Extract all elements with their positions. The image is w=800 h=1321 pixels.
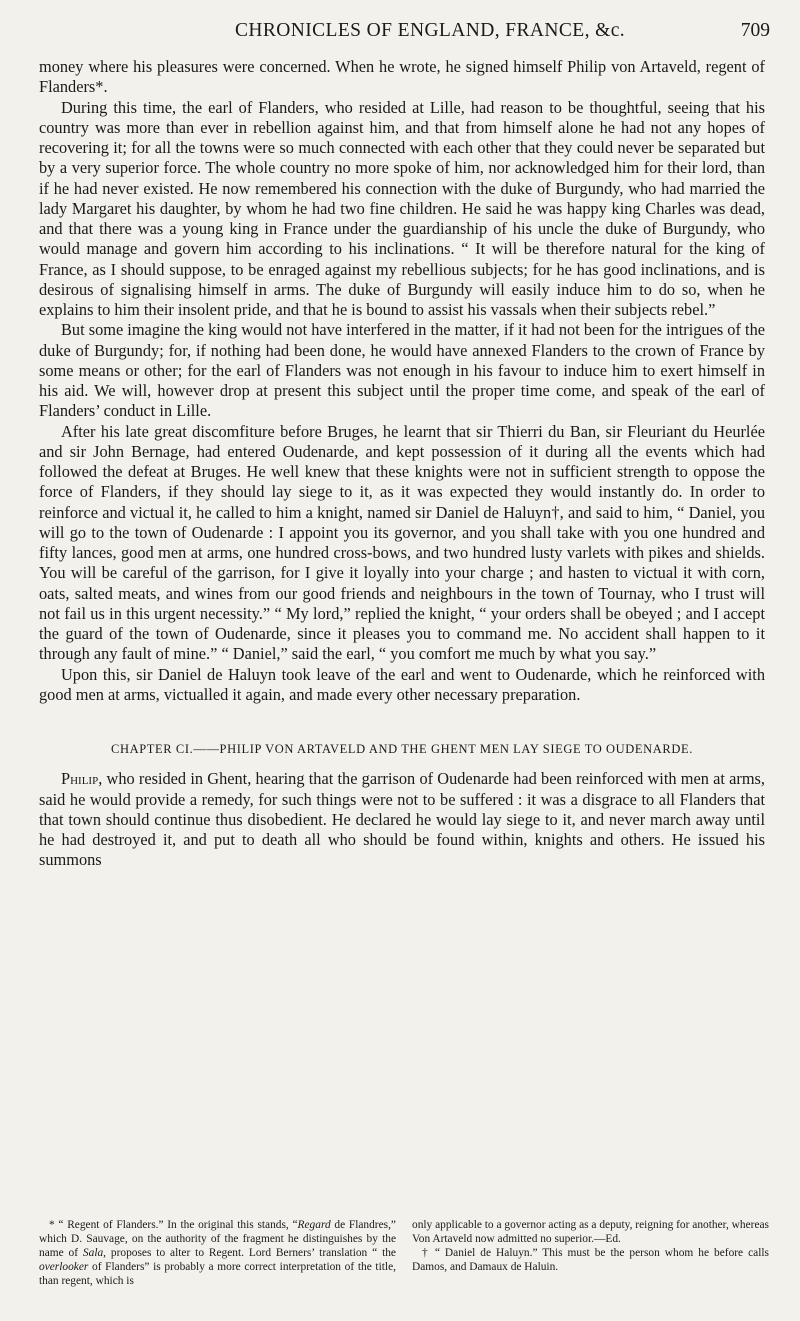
footnote-column-left <box>39 1218 396 1288</box>
paragraph: Upon this, sir Daniel de Haluyn took leave of the earl and went to Oudenarde, which he reinforced with good men at arms, victualled it again, and made every other necessary preparation. <box>39 664 765 704</box>
footnote-haluyn: † “ Daniel de Haluyn.” This must be the person whom he before calls Damos, and Damaux de Haluin. <box>412 1247 769 1274</box>
paragraph: money where his pleasures were concerned. When he wrote, he signed himself Philip von Artaveld, regent of Flanders*. <box>39 57 765 97</box>
footnote-italic: overlooker <box>39 1261 89 1274</box>
footnotes <box>39 1218 769 1288</box>
chapter-paragraph-text: who resided in Ghent, hearing that the garrison of Oudenarde had been reinforced with men at arms, said he would provide a remedy, for such things were not to be suffered : it was a disgrace to all Flanders that that town should continue thus disobedient. He declared he would lay siege to it, and never march away until he had destroyed it, and put to death all who should be found within, knights and others. He issued his summons <box>39 769 765 870</box>
chapter-heading: CHAPTER CI.——PHILIP VON ARTAVELD AND THE GHENT MEN LAY SIEGE TO OUDENARDE. <box>111 742 693 756</box>
footnote-column-right <box>412 1218 769 1288</box>
footnote-regent <box>39 1218 396 1288</box>
footnote-text: * “ Regent of Flanders.” In the original this stands, “ <box>49 1219 298 1231</box>
footnote-text: de Flandres,” which D. Sauvage, on the authority of the fragment he distinguishes by the name of <box>39 1219 396 1260</box>
footnote-italic: Sala, <box>82 1247 107 1260</box>
footnote-continuation: only applicable to a governor acting as a deputy, reigning for another, whereas Von Artaveld now admitted no superior.—Ed. <box>412 1219 769 1246</box>
running-head: CHRONICLES OF ENGLAND, FRANCE, &c. <box>234 20 626 41</box>
chapter-lead-word: Philip, <box>61 769 103 789</box>
page-number: 709 <box>740 20 770 41</box>
footnote-text: proposes to alter to Regent. Lord Berners’ translation “ the <box>106 1247 396 1260</box>
paragraph: After his late great discomfiture before Bruges, he learnt that sir Thierri du Ban, sir Fleuriant du Heurlée and sir John Bernage, had entered Oudenarde, and kept possession of it during all the events which had followed the defeat at Bruges. He well knew that these knights were not in sufficient strength to oppose the force of Flanders, if they should lay siege to it, as it was expected they would instantly do. In order to reinforce and victual it, he called to him a knight, named sir Daniel de Haluyn†, and said to him, “ Daniel, you will go to the town of Oudenarde : I appoint you its governor, and you shall take with you one hundred and fifty lances, good men at arms, one hundred cross-bows, and two hundred lusty varlets with pikes and shields. You will be careful of the garrison, for I give it loyally into your charge ; and hasten to victual it with corn, oats, salted meats, and wines from our good friends and neighbours in the town of Tournay, who I trust will not fail us in this urgent necessity.” “ My lord,” replied the knight, “ your orders shall be obeyed ; and I accept the guard of the town of Oudenarde, since it pleases you to command me. No accident shall happen to it through any fault of mine.” “ Daniel,” said the earl, “ you comfort me much by what you say.” <box>39 421 765 664</box>
chapter-paragraph <box>39 769 765 870</box>
main-text <box>39 57 765 871</box>
paragraph: During this time, the earl of Flanders, who resided at Lille, had reason to be thoughtful, seeing that his country was more than ever in rebellion against him, and that from himself alone he had not any hopes of recovering it; for all the towns were so much connected with each other that they could never be separated but by a very superior force. The whole country no more spoke of him, nor acknowledged him for their lord, than if he had never existed. He now remembered his connection with the duke of Burgundy, who had married the lady Margaret his daughter, by whom he had two fine children. He said he was happy king Charles was dead, and that there was a young king in France under the guardianship of his uncle the duke of Burgundy, who would manage and govern him according to his inclinations. “ It will be therefore natural for the king of France, as I should suppose, to be enraged against my rebellious subjects; for he has good inclinations, and is desirous of signalising himself in arms. The duke of Burgundy will easily induce him to do so, when he explains to him their insolent pride, and that he is bound to assist his vassals when their subjects rebel.” <box>39 97 765 319</box>
page-header <box>150 20 770 46</box>
paragraph: But some imagine the king would not have interfered in the matter, if it had not been for the intrigues of the duke of Burgundy; for, if nothing had been done, he would have annexed Flanders to the crown of France by some means or other; for the earl of Flanders was not enough in his favour to induce him to exert himself in his aid. We will, however drop at present this subject until the proper time come, and speak of the earl of Flanders’ conduct in Lille. <box>39 320 765 421</box>
footnote-italic: Regard <box>297 1219 331 1231</box>
footnote-text: of Flanders” is probably a more correct interpretation of the title, than regent, which is <box>39 1261 396 1288</box>
